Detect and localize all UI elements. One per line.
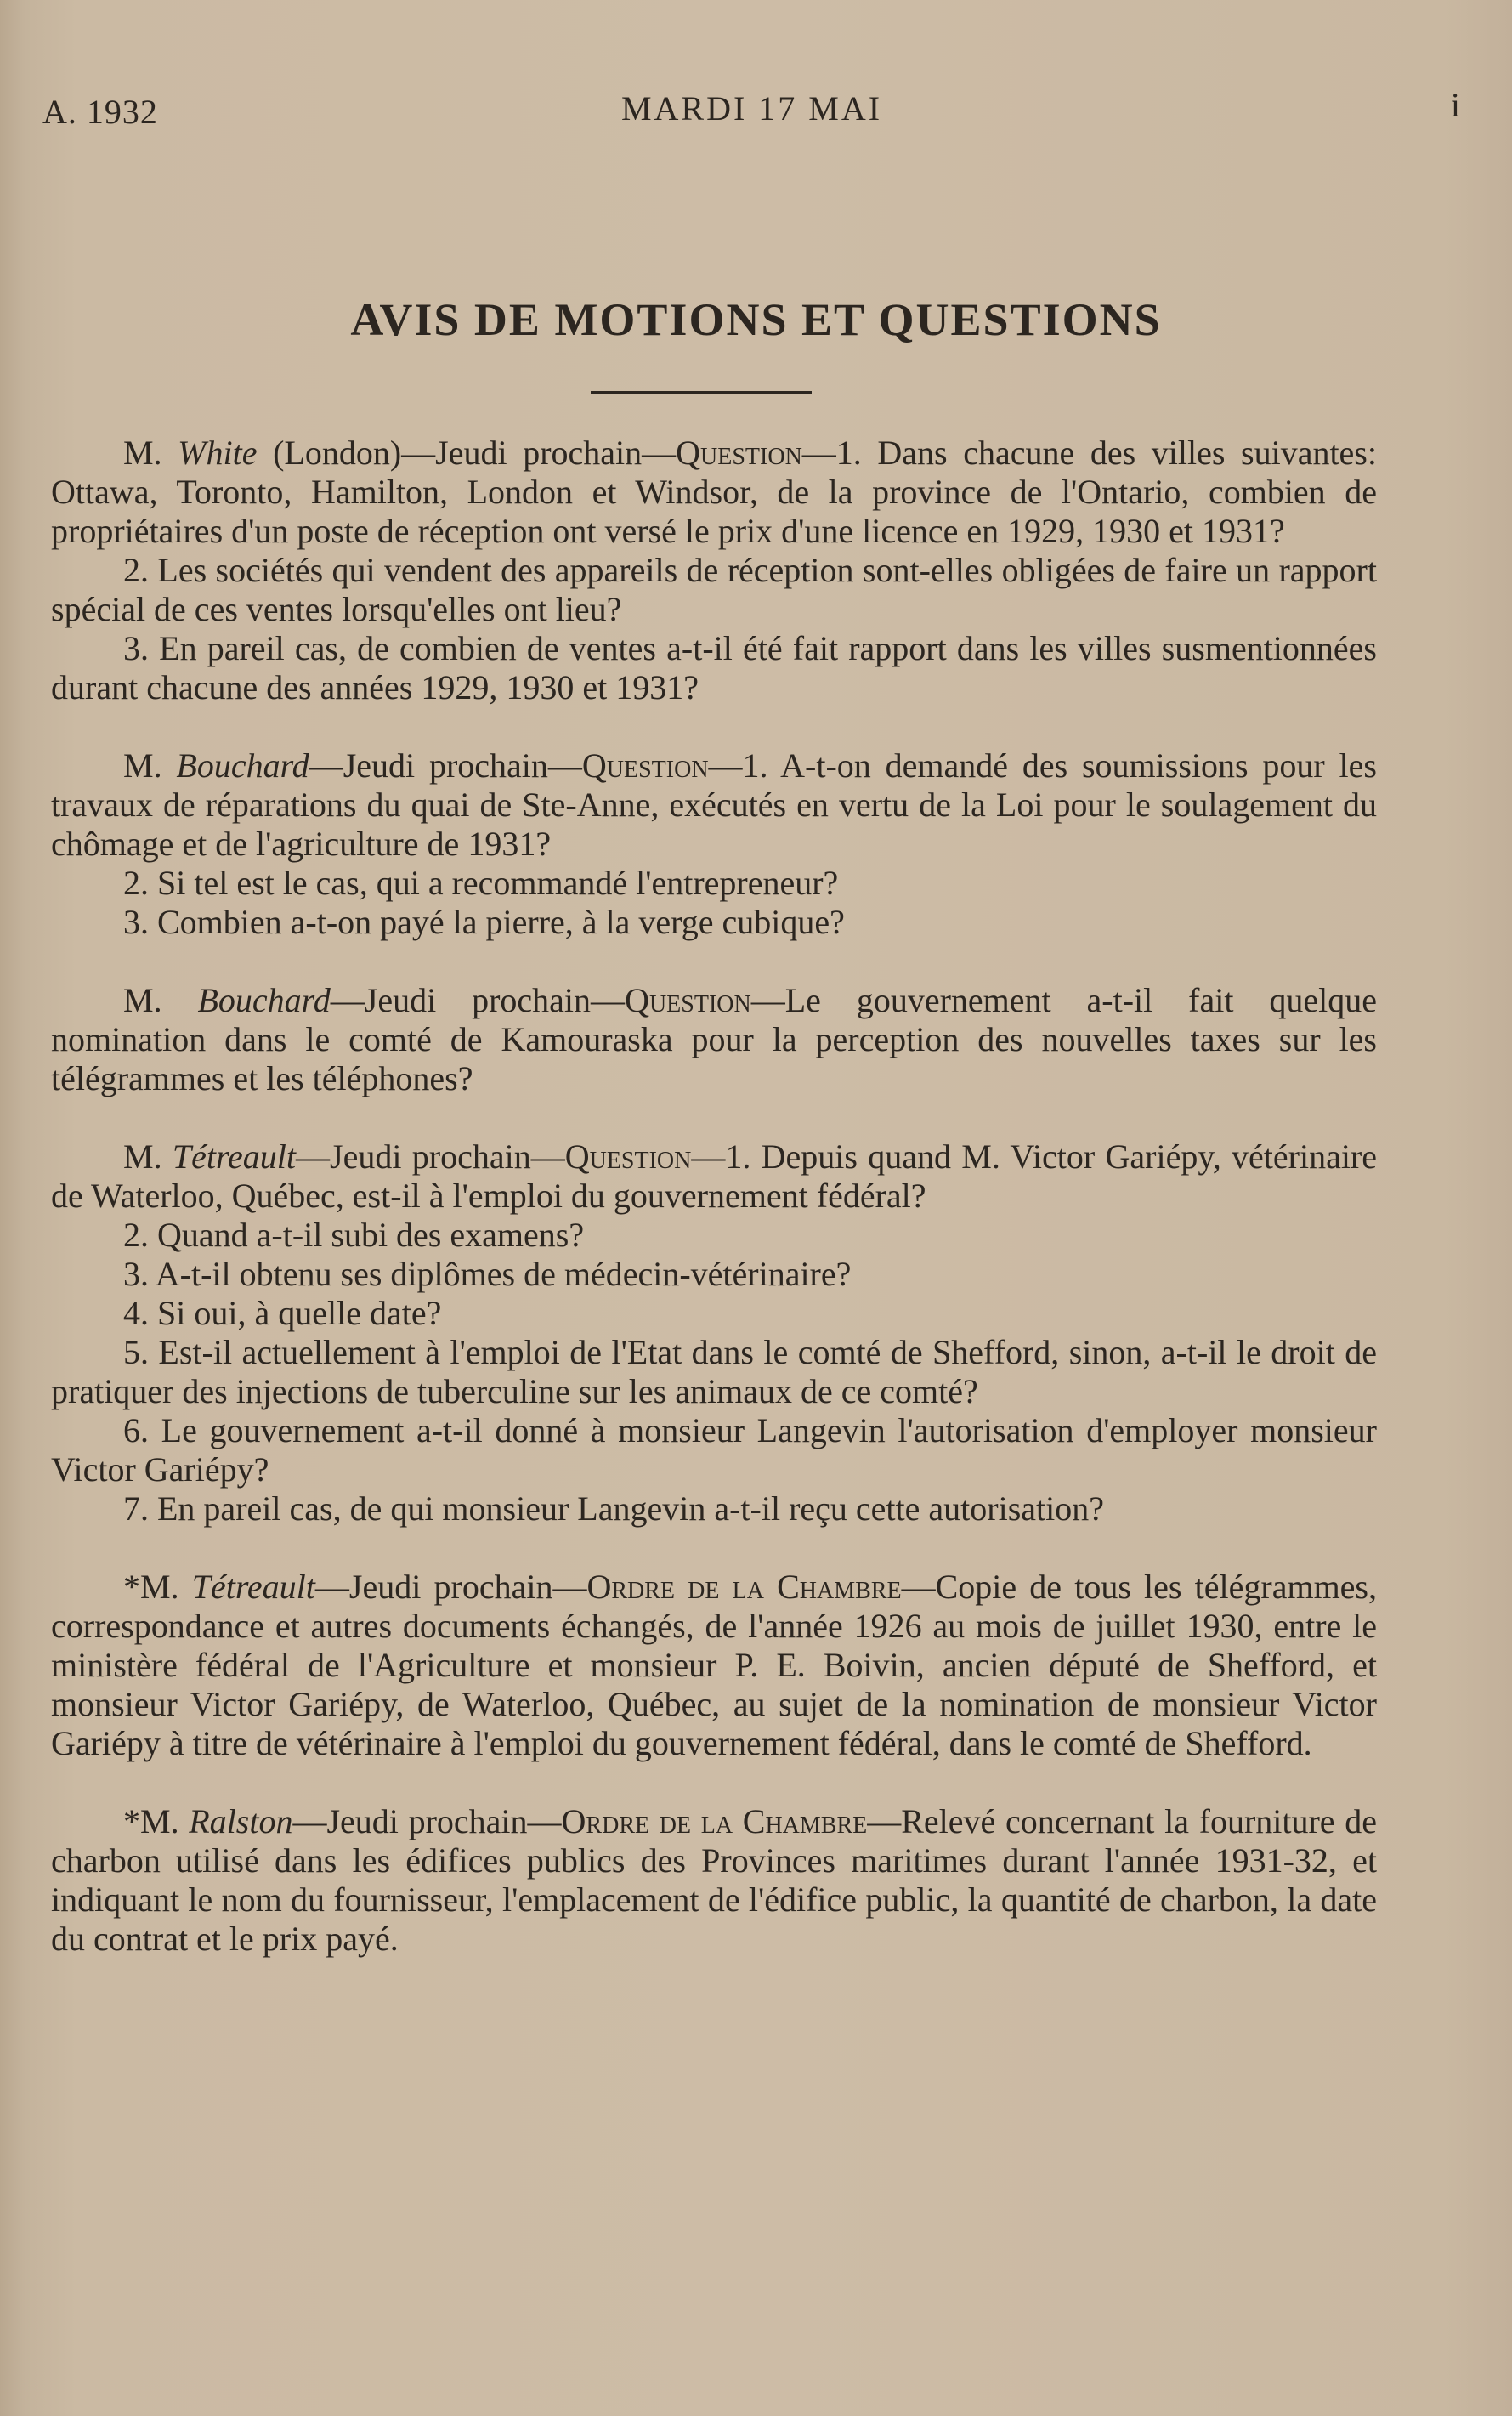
motion-text: —1. Depuis quand M. Victor Gariépy, vétérinaire de Waterloo, Québec, est-il à l'emploi du gouvernement fédéral? — [51, 1137, 1378, 1215]
motion-prefix: M. — [123, 434, 178, 472]
motion-lead — [51, 1568, 1377, 1763]
motion-text: —Relevé concernant la fourniture de charbon utilisé dans les édifices publics des Provinces maritimes durant l'année 1931-32, et indiquant le nom du fournisseur, l'emplacement de l'édifice public, la quantité de charbon, la date du contrat et le prix payé. — [51, 1802, 1377, 1958]
motion-text: —1. Dans chacune des villes suivantes: Ottawa, Toronto, Hamilton, London et Windsor, de la province de l'Ontario, combien de propriétaires d'un poste de réception ont versé le prix d'une licence en 1929, 1930 et 1931? — [51, 434, 1377, 550]
session-year: A. 1932 — [42, 93, 158, 131]
motion-item — [51, 1137, 1377, 1528]
question-item: 3. En pareil cas, de combien de ventes a-t-il été fait rapport dans les villes susmentionnées durant chacune des années 1929, 1930 et 1931? — [51, 629, 1377, 706]
page-header — [42, 85, 1461, 136]
motion-intro: —Jeudi prochain— — [330, 981, 626, 1019]
motion-lead — [51, 746, 1377, 864]
motion-text: —Le gouvernement a-t-il fait quelque nomination dans le comté de Kamouraska pour la perception des nouvelles taxes sur les télégrammes et les téléphones? — [51, 981, 1378, 1097]
motion-item — [51, 1568, 1377, 1763]
motion-kind: Ordre de la Chambre — [561, 1802, 868, 1840]
page-number: i — [1450, 86, 1461, 124]
motion-lead — [51, 981, 1377, 1098]
motion-intro: —Jeudi prochain— — [296, 1137, 565, 1176]
question-item: 2. Les sociétés qui vendent des appareils de réception sont-elles obligées de faire un rapport spécial de ces ventes lorsqu'elles ont lieu? — [51, 551, 1377, 628]
motion-item — [51, 981, 1377, 1098]
motion-item — [51, 1802, 1377, 1959]
motion-text: —1. A-t-on demandé des soumissions pour les travaux de réparations du quai de Ste-Anne, exécutés en vertu de la Loi pour le soulagement du chômage et de l'agriculture de 1931? — [51, 746, 1377, 863]
motion-prefix: M. — [123, 981, 198, 1019]
question-item: 3. A-t-il obtenu ses diplômes de médecin-vétérinaire? — [123, 1255, 852, 1293]
question-item: 7. En pareil cas, de qui monsieur Langevin a-t-il reçu cette autorisation? — [123, 1489, 1105, 1528]
question-item: 4. Si oui, à quelle date? — [123, 1294, 442, 1332]
member-name: Bouchard — [197, 981, 331, 1019]
member-name: Tétreault — [191, 1568, 315, 1606]
motion-prefix: M. — [123, 746, 177, 785]
motion-lead — [51, 434, 1377, 551]
motion-kind: Question — [676, 434, 802, 472]
motion-lead — [51, 1137, 1377, 1216]
member-name: Ralston — [189, 1802, 293, 1840]
motion-intro: —Jeudi prochain— — [309, 746, 582, 785]
motion-kind: Ordre de la Chambre — [586, 1568, 902, 1606]
motions-list — [51, 434, 1377, 1998]
motion-prefix: *M. — [123, 1802, 190, 1840]
motion-prefix: *M. — [123, 1568, 192, 1606]
question-item: 2. Quand a-t-il subi des examens? — [123, 1216, 585, 1254]
motion-item — [51, 434, 1377, 707]
question-item: 6. Le gouvernement a-t-il donné à monsieur Langevin l'autorisation d'employer monsieur Victor Gariépy? — [51, 1411, 1377, 1489]
page-title: AVIS DE MOTIONS ET QUESTIONS — [350, 294, 1162, 345]
motion-kind: Question — [564, 1137, 692, 1176]
title-divider — [591, 391, 812, 394]
motion-prefix: M. — [123, 1137, 173, 1176]
member-name: White — [178, 434, 258, 472]
motion-intro: —Jeudi prochain— — [292, 1802, 562, 1840]
motion-intro: —Jeudi prochain— — [314, 1568, 587, 1606]
page-date: MARDI 17 MAI — [620, 89, 883, 128]
member-name: Bouchard — [176, 746, 309, 785]
motion-kind: Question — [581, 746, 709, 785]
question-item: 5. Est-il actuellement à l'emploi de l'Etat dans le comté de Shefford, sinon, a-t-il le droit de pratiquer des injections de tuberculine sur les animaux de ce comté? — [51, 1333, 1377, 1410]
motion-lead — [51, 1802, 1377, 1959]
question-item: 2. Si tel est le cas, qui a recommandé l'entrepreneur? — [123, 864, 839, 902]
motion-text: —Copie de tous les télégrammes, correspondance et autres documents échangés, de l'année 1926 au mois de juillet 1930, entre le ministère fédéral de l'Agriculture et monsieur P. E. Boivin, ancien député de Shefford, et monsieur Victor Gariépy, de Waterloo, Québec, au sujet de la nomination de monsieur Victor Gariépy à titre de vétérinaire à l'emploi du gouvernement fédéral, dans le comté de Shefford. — [51, 1568, 1377, 1762]
motion-kind: Question — [625, 981, 751, 1019]
question-item: 3. Combien a-t-on payé la pierre, à la verge cubique? — [123, 903, 845, 941]
member-name: Tétreault — [172, 1137, 297, 1176]
motion-item — [51, 746, 1377, 942]
motion-intro: (London)—Jeudi prochain— — [257, 434, 677, 472]
